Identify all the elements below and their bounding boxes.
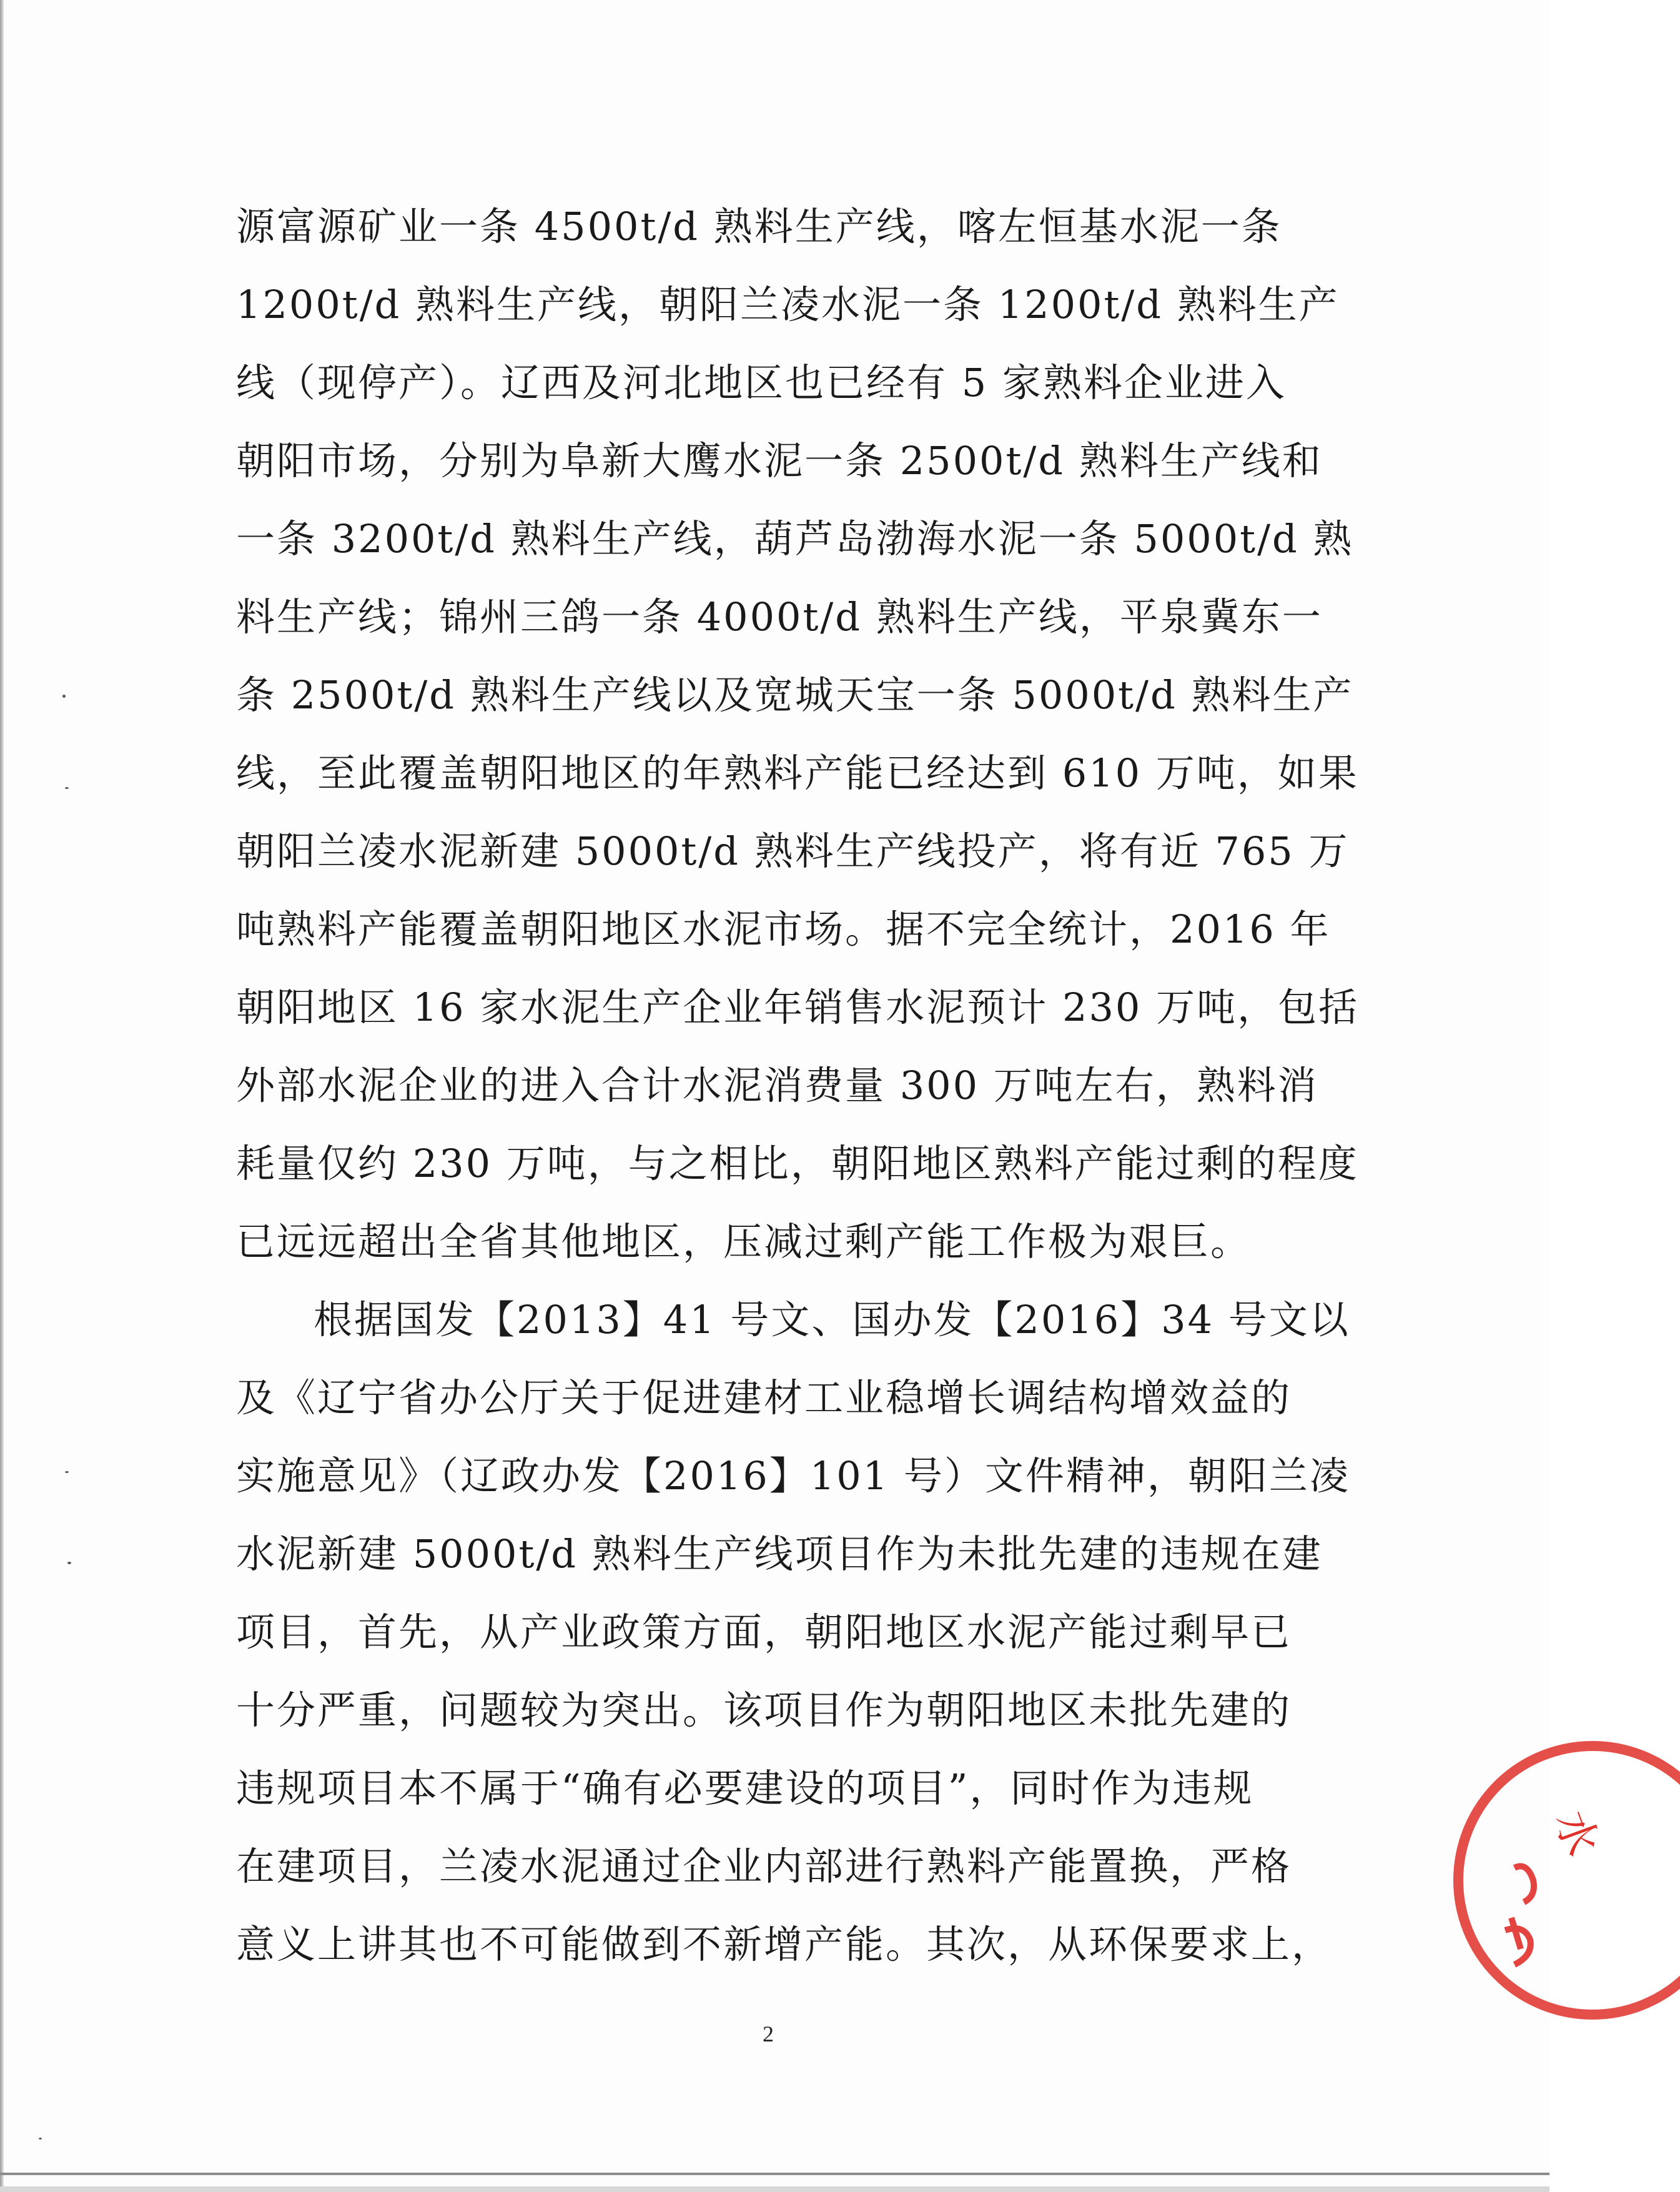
body-line: 朝阳兰凌水泥新建 5000t/d 熟料生产线投产，将有近 765 万 xyxy=(236,828,1350,874)
scan-speck xyxy=(65,1471,69,1473)
body-line: 在建项目，兰凌水泥通过企业内部进行熟料产能置换，严格 xyxy=(236,1843,1292,1889)
body-line: 料生产线；锦州三鸽一条 4000t/d 熟料生产线，平泉冀东一 xyxy=(236,594,1323,640)
body-line: 条 2500t/d 熟料生产线以及宽城天宝一条 5000t/d 熟料生产 xyxy=(236,672,1354,718)
body-line: 1200t/d 熟料生产线，朝阳兰凌水泥一条 1200t/d 熟料生产 xyxy=(236,282,1340,327)
scan-speck xyxy=(62,695,66,698)
body-line: 及《辽宁省办公厅关于促进建材工业稳增长调结构增效益的 xyxy=(236,1375,1292,1421)
body-line: 项目，首先，从产业政策方面，朝阳地区水泥产能过剩早已 xyxy=(236,1609,1292,1655)
scan-speck xyxy=(39,2138,42,2140)
scan-left-edge xyxy=(0,0,4,2192)
body-line: 违规项目本不属于“确有必要建设的项目”，同时作为违规 xyxy=(236,1765,1254,1811)
paragraph-start-line: 根据国发【2013】41 号文、国办发【2016】34 号文以 xyxy=(314,1297,1350,1342)
body-line: 线，至此覆盖朝阳地区的年熟料产能已经达到 610 万吨，如果 xyxy=(236,750,1359,796)
official-seal-stamp xyxy=(1455,1724,1680,2036)
body-line: 朝阳市场，分别为阜新大鹰水泥一条 2500t/d 熟料生产线和 xyxy=(236,438,1323,484)
scan-bottom-shadow xyxy=(0,2186,1549,2192)
body-line: 一条 3200t/d 熟料生产线，葫芦岛渤海水泥一条 5000t/d 熟 xyxy=(236,516,1354,562)
body-line: 实施意见》（辽政办发【2016】101 号）文件精神，朝阳兰凌 xyxy=(236,1453,1350,1499)
body-line: 外部水泥企业的进入合计水泥消费量 300 万吨左右，熟料消 xyxy=(236,1063,1318,1108)
body-line: 意义上讲其也不可能做到不新增产能。其次，从环保要求上， xyxy=(236,1922,1333,1967)
body-line: 耗量仅约 230 万吨，与之相比，朝阳地区熟料产能过剩的程度 xyxy=(236,1141,1359,1186)
seal-stroke xyxy=(1514,1867,1534,1903)
body-line: 朝阳地区 16 家水泥生产企业年销售水泥预计 230 万吨，包括 xyxy=(236,984,1360,1030)
page-number: 2 xyxy=(763,2021,774,2046)
seal-stroke xyxy=(1505,1918,1531,1965)
seal-char: 水 xyxy=(1545,1803,1609,1863)
scan-speck xyxy=(67,1562,71,1564)
scan-bottom-edge xyxy=(0,2173,1549,2175)
body-line: 十分严重，问题较为突出。该项目作为朝阳地区未批先建的 xyxy=(236,1687,1292,1733)
seal-ring xyxy=(1458,1746,1680,2015)
body-line: 水泥新建 5000t/d 熟料生产线项目作为未批先建的违规在建 xyxy=(236,1531,1323,1577)
body-line: 源富源矿业一条 4500t/d 熟料生产线，喀左恒基水泥一条 xyxy=(236,204,1282,249)
body-line: 吨熟料产能覆盖朝阳地区水泥市场。据不完全统计，2016 年 xyxy=(236,906,1331,952)
scan-speck xyxy=(65,787,69,789)
body-line: 已远远超出全省其他地区，压减过剩产能工作极为艰巨。 xyxy=(236,1219,1252,1264)
body-line: 线（现停产）。辽西及河北地区也已经有 5 家熟料企业进入 xyxy=(236,360,1287,405)
body-text xyxy=(236,187,1360,1983)
